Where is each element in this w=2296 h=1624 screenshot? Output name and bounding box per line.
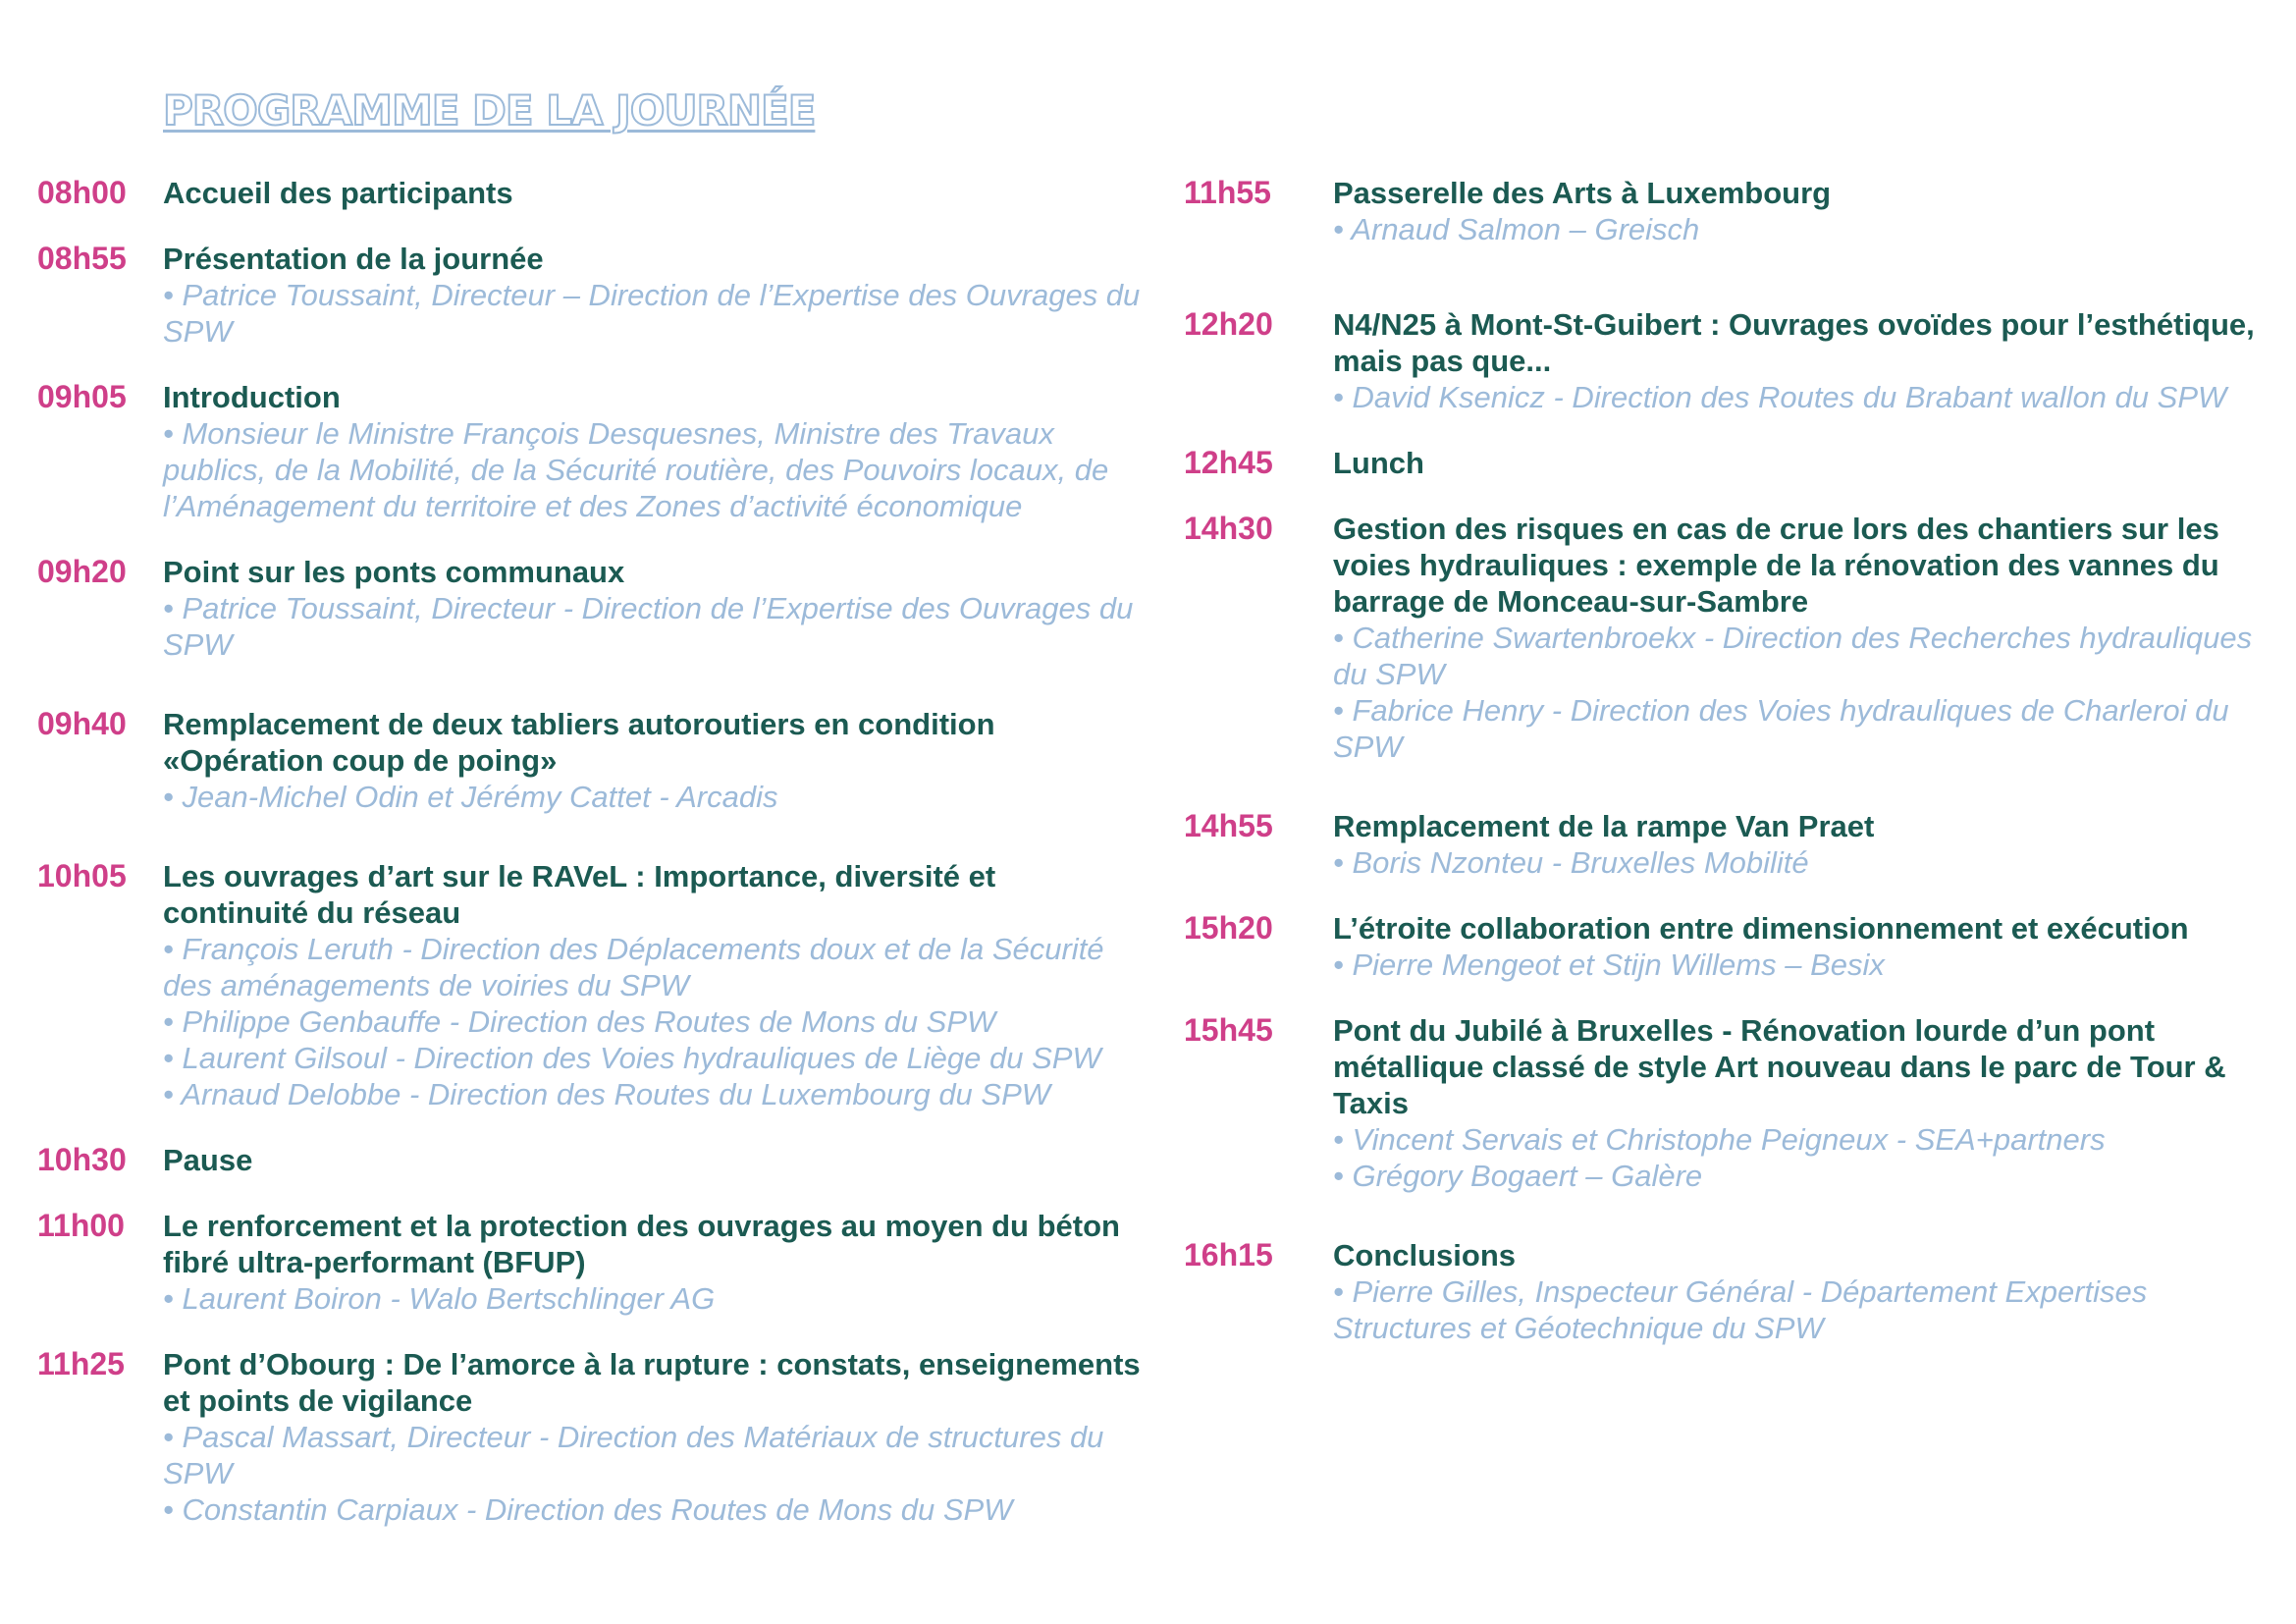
session-content xyxy=(163,706,1147,815)
session-content xyxy=(1333,910,2273,983)
session-time: 11h00 xyxy=(37,1208,125,1243)
session-speaker: • Patrice Toussaint, Directeur - Direction de l’Expertise des Ouvrages du SPW xyxy=(163,591,1134,662)
session-title: Remplacement de deux tabliers autoroutiers en condition «Opération coup de poing» xyxy=(163,707,995,778)
session-title: Pont d’Obourg : De l’amorce à la rupture : constats, enseignements et points de vigilance xyxy=(163,1347,1141,1418)
session-time: 15h45 xyxy=(1184,1012,1273,1048)
session-time: 11h55 xyxy=(1184,175,1271,210)
session-content xyxy=(163,554,1147,663)
session-time: 09h20 xyxy=(37,554,127,589)
programme-item xyxy=(37,1346,1147,1528)
session-content xyxy=(163,175,1147,211)
session-time: 10h30 xyxy=(37,1142,127,1177)
session-content xyxy=(163,1346,1147,1528)
programme-item xyxy=(37,858,1147,1112)
session-title: Lunch xyxy=(1333,446,1424,480)
session-time: 08h00 xyxy=(37,175,127,210)
session-time: 12h20 xyxy=(1184,306,1273,342)
session-content xyxy=(163,1142,1147,1178)
session-content xyxy=(163,241,1147,350)
session-time: 14h55 xyxy=(1184,808,1273,843)
session-title: Gestion des risques en cas de crue lors des chantiers sur les voies hydrauliques : exemple de la rénovation des vannes du barrage de Monceau-sur-Sambre xyxy=(1333,512,2219,619)
session-speaker: • Laurent Gilsoul - Direction des Voies hydrauliques de Liège du SPW xyxy=(163,1041,1101,1075)
session-title: Remplacement de la rampe Van Praet xyxy=(1333,809,1875,843)
programme-item xyxy=(1184,1237,2273,1346)
session-speaker: • Constantin Carpiaux - Direction des Routes de Mons du SPW xyxy=(163,1492,1013,1527)
session-speaker: • Jean-Michel Odin et Jérémy Cattet - Arcadis xyxy=(163,780,778,814)
session-speaker: • Pascal Massart, Directeur - Direction des Matériaux de structures du SPW xyxy=(163,1420,1104,1490)
session-speaker: • Boris Nzonteu - Bruxelles Mobilité xyxy=(1333,845,1809,880)
session-title: L’étroite collaboration entre dimensionnement et exécution xyxy=(1333,911,2189,946)
session-time: 09h05 xyxy=(37,379,127,414)
programme-item xyxy=(37,1208,1147,1317)
programme-column-right xyxy=(1184,175,2273,1346)
session-speaker: • Vincent Servais et Christophe Peigneux - SEA+partners xyxy=(1333,1122,2106,1157)
session-speaker: • David Ksenicz - Direction des Routes du Brabant wallon du SPW xyxy=(1333,380,2227,414)
session-content xyxy=(1333,808,2273,881)
programme-item xyxy=(37,175,1147,211)
session-title: Introduction xyxy=(163,380,341,414)
session-speaker: • François Leruth - Direction des Déplacements doux et de la Sécurité des aménagements de voiries du SPW xyxy=(163,932,1104,1002)
page-title: PROGRAMME DE LA JOURNÉE xyxy=(163,86,816,135)
session-time: 09h40 xyxy=(37,706,127,741)
session-time: 11h25 xyxy=(37,1346,125,1381)
session-content xyxy=(1333,511,2273,765)
session-time: 08h55 xyxy=(37,241,127,276)
programme-item xyxy=(37,706,1147,815)
programme-item xyxy=(1184,808,2273,881)
session-time: 12h45 xyxy=(1184,445,1273,480)
programme-item xyxy=(1184,306,2273,415)
session-title: Point sur les ponts communaux xyxy=(163,555,625,589)
programme-item xyxy=(37,241,1147,350)
session-time: 16h15 xyxy=(1184,1237,1273,1272)
session-speaker: • Catherine Swartenbroekx - Direction des Recherches hydrauliques du SPW xyxy=(1333,621,2253,691)
session-title: N4/N25 à Mont-St-Guibert : Ouvrages ovoïdes pour l’esthétique, mais pas que... xyxy=(1333,307,2255,378)
session-speaker: • Philippe Genbauffe - Direction des Routes de Mons du SPW xyxy=(163,1004,996,1039)
session-speaker: • Laurent Boiron - Walo Bertschlinger AG xyxy=(163,1281,716,1316)
session-title: Le renforcement et la protection des ouvrages au moyen du béton fibré ultra-performant (BFUP) xyxy=(163,1209,1120,1279)
session-speaker: • Arnaud Salmon – Greisch xyxy=(1333,212,1700,246)
session-speaker: • Fabrice Henry - Direction des Voies hydrauliques de Charleroi du SPW xyxy=(1333,693,2229,764)
programme-item xyxy=(1184,175,2273,247)
session-speaker: • Patrice Toussaint, Directeur – Direction de l’Expertise des Ouvrages du SPW xyxy=(163,278,1141,349)
session-speaker: • Arnaud Delobbe - Direction des Routes du Luxembourg du SPW xyxy=(163,1077,1051,1111)
session-content xyxy=(1333,175,2273,247)
programme-item xyxy=(1184,511,2273,765)
session-speaker: • Pierre Gilles, Inspecteur Général - Département Expertises Structures et Géotechnique du SPW xyxy=(1333,1274,2148,1345)
session-title: Pont du Jubilé à Bruxelles - Rénovation lourde d’un pont métallique classé de style Art nouveau dans le parc de Tour & Taxis xyxy=(1333,1013,2226,1120)
session-title: Passerelle des Arts à Luxembourg xyxy=(1333,176,1832,210)
session-title: Les ouvrages d’art sur le RAVeL : Importance, diversité et continuité du réseau xyxy=(163,859,996,930)
session-speaker: • Grégory Bogaert – Galère xyxy=(1333,1159,1703,1193)
session-speaker: • Monsieur le Ministre François Desquesnes, Ministre des Travaux publics, de la Mobilité, de la Sécurité routière, des Pouvoirs locaux, de l’Aménagement du territoire et des Zones d’activité économique xyxy=(163,416,1109,523)
session-title: Pause xyxy=(163,1143,253,1177)
programme-item xyxy=(1184,910,2273,983)
programme-item xyxy=(1184,445,2273,481)
session-content xyxy=(1333,306,2273,415)
programme-column-left xyxy=(37,175,1147,1528)
session-title: Conclusions xyxy=(1333,1238,1517,1272)
programme-item xyxy=(1184,1012,2273,1194)
programme-item xyxy=(37,554,1147,663)
session-title: Présentation de la journée xyxy=(163,242,544,276)
session-content xyxy=(1333,1012,2273,1194)
session-content xyxy=(163,379,1147,524)
programme-item xyxy=(37,1142,1147,1178)
session-title: Accueil des participants xyxy=(163,176,513,210)
session-time: 14h30 xyxy=(1184,511,1273,546)
programme-item xyxy=(37,379,1147,524)
session-content xyxy=(163,858,1147,1112)
session-content xyxy=(163,1208,1147,1317)
session-time: 15h20 xyxy=(1184,910,1273,946)
session-speaker: • Pierre Mengeot et Stijn Willems – Besix xyxy=(1333,947,1885,982)
session-content xyxy=(1333,1237,2273,1346)
session-content xyxy=(1333,445,2273,481)
session-time: 10h05 xyxy=(37,858,127,893)
